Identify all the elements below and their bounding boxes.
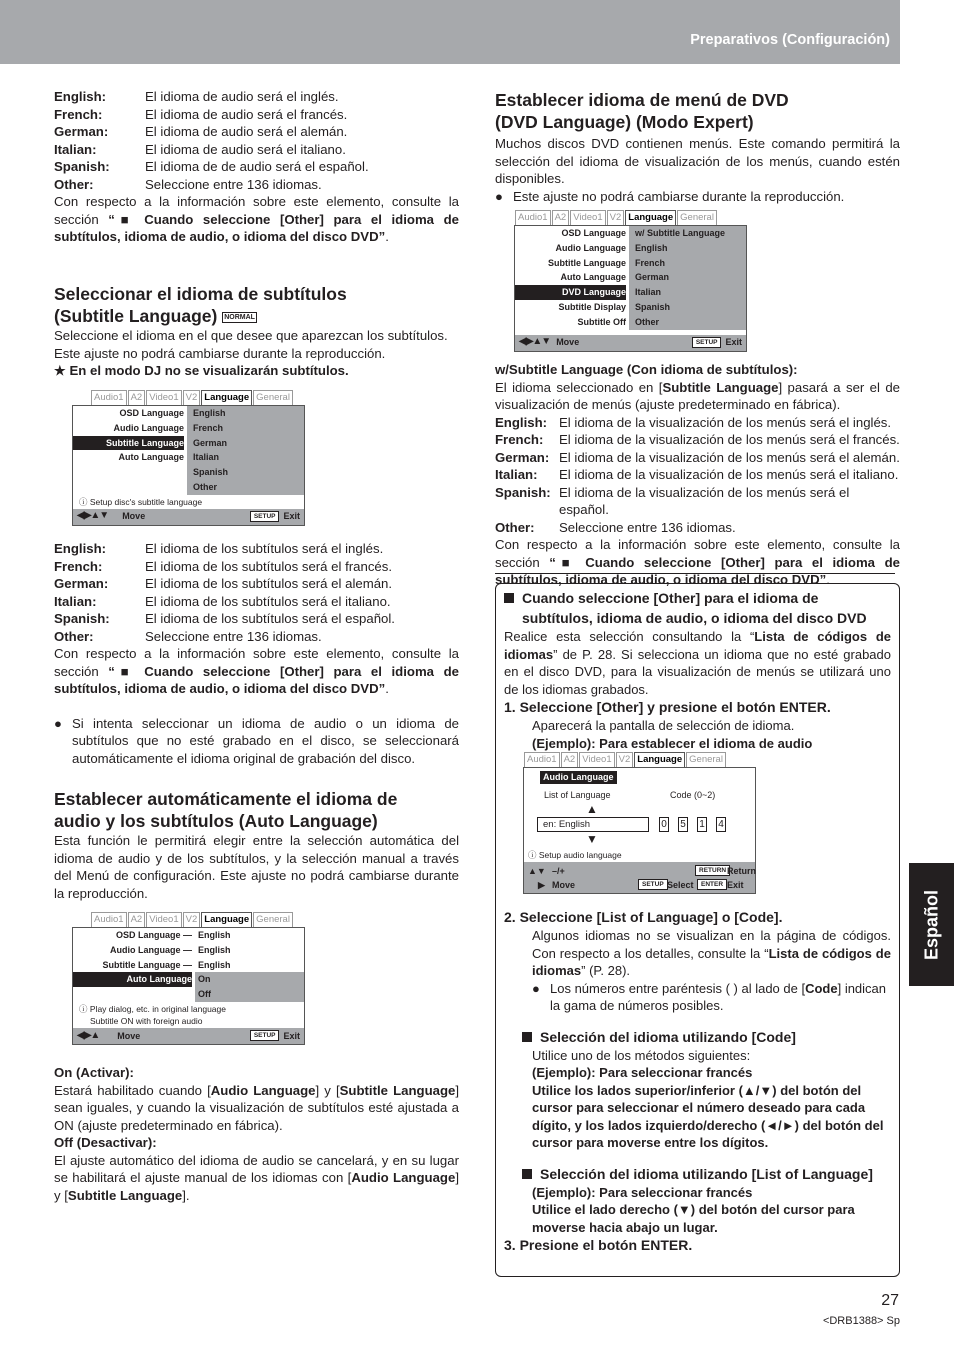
tab-audio1: Audio1 bbox=[515, 210, 551, 225]
on-text: Estará habilitado cuando [Audio Language] y [Subtitle Language] sean iguales, y cuando la visualización de subtítulos esté ajustada a ON (ajuste predeterminado en fábrica). bbox=[54, 1082, 460, 1133]
step-2: 2. Seleccione [List of Language] o [Code]. bbox=[504, 909, 783, 925]
term: Other: bbox=[54, 628, 94, 644]
osd-setting: English bbox=[198, 944, 231, 955]
tab-video1: Video1 bbox=[146, 912, 181, 927]
osd-label-selected: DVD Language bbox=[515, 285, 626, 300]
osd-value: English bbox=[635, 242, 668, 253]
code-digit[interactable]: 4 bbox=[716, 817, 726, 832]
steps-2-3 bbox=[495, 908, 900, 1255]
setup-key: SETUP bbox=[638, 879, 668, 890]
osd-label: OSD Language bbox=[119, 408, 184, 418]
term: German: bbox=[495, 449, 550, 465]
subtitle-heading: Seleccionar el idioma de subtítulos (Subtitle Language) NORMAL bbox=[54, 284, 347, 326]
bullet-item: ● Este ajuste no podrá cambiarse durante la reproducción. bbox=[495, 188, 845, 204]
desc: El idioma de audio será el alemán. bbox=[145, 124, 348, 139]
tab-general: General bbox=[686, 752, 726, 767]
step-1: 1. Seleccione [Other] y presione el botón ENTER. bbox=[504, 699, 831, 715]
desc: El idioma de la visualización de los menús será el inglés. bbox=[559, 414, 892, 430]
exit-label: Exit bbox=[727, 880, 744, 890]
subtitle-language-list bbox=[54, 540, 459, 767]
tab-video1: Video1 bbox=[570, 210, 605, 225]
osd-value: German bbox=[635, 272, 670, 283]
code-method-title: Selección del idioma utilizando [Code] bbox=[504, 1028, 891, 1047]
up-arrow-icon: ▲ bbox=[586, 802, 598, 816]
on-off-description bbox=[54, 1064, 459, 1204]
box-title: Cuando seleccione [Other] para el idioma de subtítulos, idioma de audio, o idioma del disco DVD bbox=[504, 588, 891, 628]
osd-label: Auto Language bbox=[560, 272, 626, 283]
cursor-arrows-icon: ◀▶▲▼ bbox=[519, 336, 551, 348]
subtitle-intro: Seleccione el idioma en el que desee que aparezcan los subtítulos. Este ajuste no podrá cambiarse durante la reproducción. bbox=[54, 328, 448, 361]
auto-language-section bbox=[54, 789, 459, 902]
term: Spanish: bbox=[54, 159, 110, 174]
term: French: bbox=[54, 558, 103, 574]
bullet-item: ● Los números entre paréntesis ( ) al lado de [Code] indican la gama de números posibles. bbox=[532, 980, 887, 1013]
term: English: bbox=[54, 89, 107, 104]
step-1-example: (Ejemplo): Para establecer el idioma de audio bbox=[532, 735, 813, 751]
off-text: El ajuste automático del idioma de audio se cancelará, y en su lugar se habilitará el ajuste manual de los idiomas con [Audio Language] y [Subtitle Language]. bbox=[54, 1152, 459, 1203]
tab-v2: V2 bbox=[616, 752, 634, 767]
square-bullet-icon bbox=[522, 1169, 532, 1179]
osd-tabs bbox=[91, 390, 305, 405]
list-method-example: (Ejemplo): Para seleccionar francés bbox=[532, 1184, 753, 1200]
term: French: bbox=[54, 106, 103, 122]
osd-value: German bbox=[193, 437, 228, 448]
enter-key: ENTER bbox=[697, 879, 727, 890]
exit-label: Exit bbox=[725, 337, 742, 348]
tab-language: Language bbox=[201, 912, 252, 927]
divider bbox=[495, 573, 895, 574]
select-label: Select bbox=[667, 880, 694, 890]
osd-value: On bbox=[195, 972, 304, 987]
code-digit[interactable]: 0 bbox=[659, 817, 669, 832]
term: English: bbox=[54, 541, 107, 556]
tab-a2: A2 bbox=[552, 210, 570, 225]
desc: El idioma de los subtítulos será el francés. bbox=[145, 558, 393, 574]
language-side-tab bbox=[909, 863, 954, 986]
osd-label: Subtitle Display bbox=[558, 301, 626, 312]
osd-value: Other bbox=[635, 316, 660, 327]
term: Spanish: bbox=[54, 611, 110, 626]
document-code: <DRB1388> Sp bbox=[822, 1315, 900, 1327]
tab-video1: Video1 bbox=[146, 390, 181, 405]
osd-info: ⓘ Setup audio language bbox=[528, 850, 622, 860]
osd-value: Spanish bbox=[193, 467, 229, 478]
desc: El idioma de audio será el inglés. bbox=[145, 89, 339, 104]
osd-footer bbox=[524, 862, 755, 893]
tab-v2: V2 bbox=[183, 912, 201, 927]
move-label: Move bbox=[556, 337, 580, 348]
reference-paragraph: Con respecto a la información sobre este elemento, consulte la sección “■ Cuando seleccione [Other] para el idioma de subtítulos, idioma de audio, o idioma del disco DVD”. bbox=[495, 537, 900, 587]
desc: El idioma de los subtítulos será el alemán. bbox=[145, 576, 393, 591]
term: French: bbox=[495, 432, 544, 447]
language-field[interactable]: en: English bbox=[537, 817, 649, 832]
reference-paragraph: Con respecto a la información sobre este elemento, consulte la sección “■ Cuando seleccione [Other] para el idioma de subtítulos, idioma de audio, o idioma del disco DVD”. bbox=[54, 194, 459, 244]
term: Other: bbox=[495, 519, 535, 535]
side-tab-label: Español bbox=[921, 889, 941, 960]
w-subtitle-text: El idioma seleccionado en [Subtitle Language] pasará a ser el de visualización de menús (ajuste predeterminado en fábrica). bbox=[495, 379, 901, 412]
box-intro: Realice esta selección consultando la “Lista de códigos de idiomas” de P. 28. Si selecciona un idioma que no esté grabado en el disco DVD, para la visualización de menús se utilizará uno de los idiomas grabados. bbox=[504, 629, 891, 697]
cursor-arrows-icon: ◀▶▲▼ bbox=[77, 510, 109, 522]
desc: El idioma de los subtítulos será el inglés. bbox=[145, 541, 384, 556]
dvd-language-heading: Establecer idioma de menú de DVD (DVD Language) (Modo Expert) bbox=[495, 90, 789, 132]
tab-audio1: Audio1 bbox=[91, 390, 127, 405]
setup-key: SETUP bbox=[692, 337, 722, 348]
osd-footer bbox=[73, 509, 304, 525]
desc: El idioma de audio será el italiano. bbox=[145, 141, 346, 157]
osd-label: Auto Language bbox=[118, 452, 184, 463]
osd-auto-language-screen bbox=[72, 912, 305, 1045]
term: English: bbox=[495, 414, 548, 430]
code-method-text: Utilice uno de los métodos siguientes: bbox=[532, 1047, 751, 1063]
desc: El idioma de audio será el francés. bbox=[145, 106, 348, 122]
auto-language-intro: Esta función le permitirá elegir entre la selección automática del idioma de audio y de los subtítulos, y la selección manual a través del Menú de configuración. Este ajuste no podrá cambiarse durante la reproducción. bbox=[54, 833, 459, 901]
info-icon: ⓘ bbox=[528, 850, 537, 860]
code-digit[interactable]: 1 bbox=[697, 817, 707, 832]
page-number: 27 bbox=[881, 1292, 899, 1309]
code-method-instructions: Utilice los lados superior/inferior (▲/▼) del botón del cursor para seleccionar el número deseado para cada dígito, y los lados izquierdo/derecho (◄/►) del botón del cursor para moverse entre los dígitos. bbox=[532, 1082, 884, 1150]
desc: El idioma de los subtítulos será el español. bbox=[145, 611, 395, 626]
return-label: Return bbox=[727, 866, 756, 876]
osd-screen-title: Audio Language bbox=[540, 771, 617, 784]
tab-v2: V2 bbox=[183, 390, 201, 405]
osd-label: OSD Language — bbox=[115, 930, 192, 940]
term: Other: bbox=[54, 176, 94, 192]
step-2-text: Algunos idiomas no se visualizan en la página de códigos. Con respecto a los detalles, consulte la “Lista de códigos de idiomas” (P. 28). bbox=[532, 928, 891, 978]
tab-v2: V2 bbox=[607, 210, 625, 225]
tab-audio1: Audio1 bbox=[524, 752, 560, 767]
term: German: bbox=[54, 576, 109, 591]
header-bar bbox=[0, 0, 900, 64]
desc: El idioma de la visualización de los menús será el alemán. bbox=[559, 449, 900, 465]
term: Italian: bbox=[54, 593, 97, 609]
desc: Seleccione entre 136 idiomas. bbox=[145, 628, 322, 644]
list-method-instructions: Utilice el lado derecho (▼) del botón del cursor para moverse hacia abajo un lugar. bbox=[532, 1202, 855, 1235]
step-3: 3. Presione el botón ENTER. bbox=[504, 1237, 693, 1253]
osd-label: Subtitle Language bbox=[547, 257, 626, 268]
normal-mode-badge: NORMAL bbox=[224, 313, 255, 321]
setup-key: SETUP bbox=[250, 511, 280, 522]
info-icon: ⓘ bbox=[79, 1003, 88, 1014]
list-method-title: Selección del idioma utilizando [List of Language] bbox=[504, 1164, 891, 1184]
dvd-language-intro: Muchos discos DVD contienen menús. Este comando permitirá la selección del idioma de visualización de los menús, cuando estén disponibles. bbox=[495, 136, 900, 186]
on-title: On (Activar): bbox=[54, 1065, 134, 1080]
list-of-language-label: List of Language bbox=[544, 790, 611, 800]
tab-a2: A2 bbox=[128, 912, 146, 927]
osd-footer bbox=[73, 1028, 304, 1044]
info-icon: ⓘ bbox=[79, 496, 88, 507]
osd-value: Italian bbox=[635, 287, 662, 298]
desc: El idioma de la visualización de los menús será el francés. bbox=[559, 432, 900, 447]
setup-key: SETUP bbox=[250, 1030, 280, 1041]
desc: El idioma de de audio será el español. bbox=[145, 159, 369, 174]
osd-label-selected: Auto Language bbox=[73, 972, 192, 987]
osd-label: Subtitle Off bbox=[577, 316, 626, 327]
term: Spanish: bbox=[495, 484, 551, 500]
desc: El idioma de la visualización de los menús será el español. bbox=[559, 484, 850, 517]
code-digit[interactable]: 5 bbox=[678, 817, 688, 832]
exit-label: Exit bbox=[283, 1030, 300, 1041]
osd-label: Audio Language bbox=[555, 242, 626, 253]
tab-video1: Video1 bbox=[579, 752, 614, 767]
tab-general: General bbox=[253, 912, 293, 927]
tab-language: Language bbox=[634, 752, 685, 767]
desc: El idioma de los subtítulos será el italiano. bbox=[145, 593, 391, 609]
cursor-arrows-icon: ◀▶▲ bbox=[77, 1029, 100, 1041]
w-subtitle-title: w/Subtitle Language (Con idioma de subtítulos): bbox=[495, 362, 798, 377]
subtitle-note: ★ En el modo DJ no se visualizarán subtítulos. bbox=[54, 363, 349, 378]
w-subtitle-section bbox=[495, 361, 900, 589]
osd-value: Spanish bbox=[635, 301, 671, 312]
square-bullet-icon bbox=[522, 1032, 532, 1042]
code-method-example: (Ejemplo): Para seleccionar francés bbox=[532, 1065, 753, 1080]
exit-label: Exit bbox=[283, 511, 300, 522]
dvd-language-section bbox=[495, 90, 900, 205]
osd-dvd-language-screen bbox=[514, 210, 747, 352]
osd-value: French bbox=[193, 422, 224, 433]
right-arrow-icon: ▶ bbox=[538, 880, 545, 890]
tab-language: Language bbox=[201, 390, 252, 405]
osd-value: w/ Subtitle Language bbox=[635, 228, 726, 238]
tab-a2: A2 bbox=[128, 390, 146, 405]
tab-audio1: Audio1 bbox=[91, 912, 127, 927]
osd-info: ⓘ Play dialog, etc. in original language Subtitle ON with foreign audio bbox=[73, 1002, 304, 1028]
section-title: Preparativos (Configuración) bbox=[690, 32, 890, 48]
desc: El idioma de la visualización de los menús será el italiano. bbox=[559, 467, 899, 482]
reference-paragraph: Con respecto a la información sobre este elemento, consulte la sección “■ Cuando seleccione [Other] para el idioma de subtítulos, idioma de audio, o idioma del disco DVD”. bbox=[54, 646, 459, 696]
osd-setting: English bbox=[198, 930, 231, 940]
term: German: bbox=[54, 124, 109, 139]
osd-value: Other bbox=[193, 481, 218, 492]
tab-general: General bbox=[677, 210, 717, 225]
osd-value: Off bbox=[195, 987, 304, 1002]
square-bullet-icon bbox=[504, 593, 514, 603]
desc: Seleccione entre 136 idiomas. bbox=[145, 176, 322, 192]
move-label: Move bbox=[122, 511, 146, 522]
auto-language-heading: Establecer automáticamente el idioma de audio y los subtítulos (Auto Language) bbox=[54, 789, 398, 831]
tab-language: Language bbox=[625, 210, 676, 225]
audio-language-list bbox=[54, 88, 459, 246]
tab-general: General bbox=[253, 390, 293, 405]
tab-a2: A2 bbox=[561, 752, 579, 767]
osd-label: OSD Language bbox=[561, 228, 626, 238]
osd-value: English bbox=[193, 408, 226, 418]
term: Italian: bbox=[54, 141, 97, 157]
subtitle-section bbox=[54, 284, 459, 380]
off-title: Off (Desactivar): bbox=[54, 1135, 157, 1150]
osd-setting: English bbox=[198, 959, 231, 970]
osd-subtitle-language-screen bbox=[72, 390, 305, 526]
desc: Seleccione entre 136 idiomas. bbox=[559, 519, 736, 535]
other-language-content bbox=[495, 588, 900, 752]
code-label: Code (0~2) bbox=[670, 790, 716, 800]
osd-value: French bbox=[635, 257, 666, 268]
osd-info: ⓘ Setup disc's subtitle language bbox=[73, 495, 304, 509]
minus-plus-label: –/+ bbox=[552, 866, 565, 876]
move-label: Move bbox=[552, 880, 576, 890]
return-key: RETURN bbox=[695, 865, 730, 876]
move-label: Move bbox=[117, 1030, 141, 1041]
osd-audio-language-code-screen bbox=[523, 752, 756, 894]
osd-label: Subtitle Language — bbox=[102, 959, 192, 970]
down-arrow-icon: ▼ bbox=[586, 832, 598, 846]
osd-footer bbox=[515, 335, 746, 351]
up-down-arrows-icon: ▲▼ bbox=[528, 866, 546, 876]
osd-label: Audio Language — bbox=[110, 944, 192, 955]
osd-label: Audio Language bbox=[113, 422, 184, 433]
osd-label-selected: Subtitle Language bbox=[73, 436, 184, 451]
bullet-item: ● Si intenta seleccionar un idioma de audio o un idioma de subtítulos que no esté grabado en el disco, se seleccionará automáticamente el idioma original de grabación del disco. bbox=[54, 715, 459, 766]
step-1-text: Aparecerá la pantalla de selección de idioma. bbox=[532, 718, 795, 733]
osd-value: Italian bbox=[193, 452, 220, 463]
term: Italian: bbox=[495, 467, 538, 482]
